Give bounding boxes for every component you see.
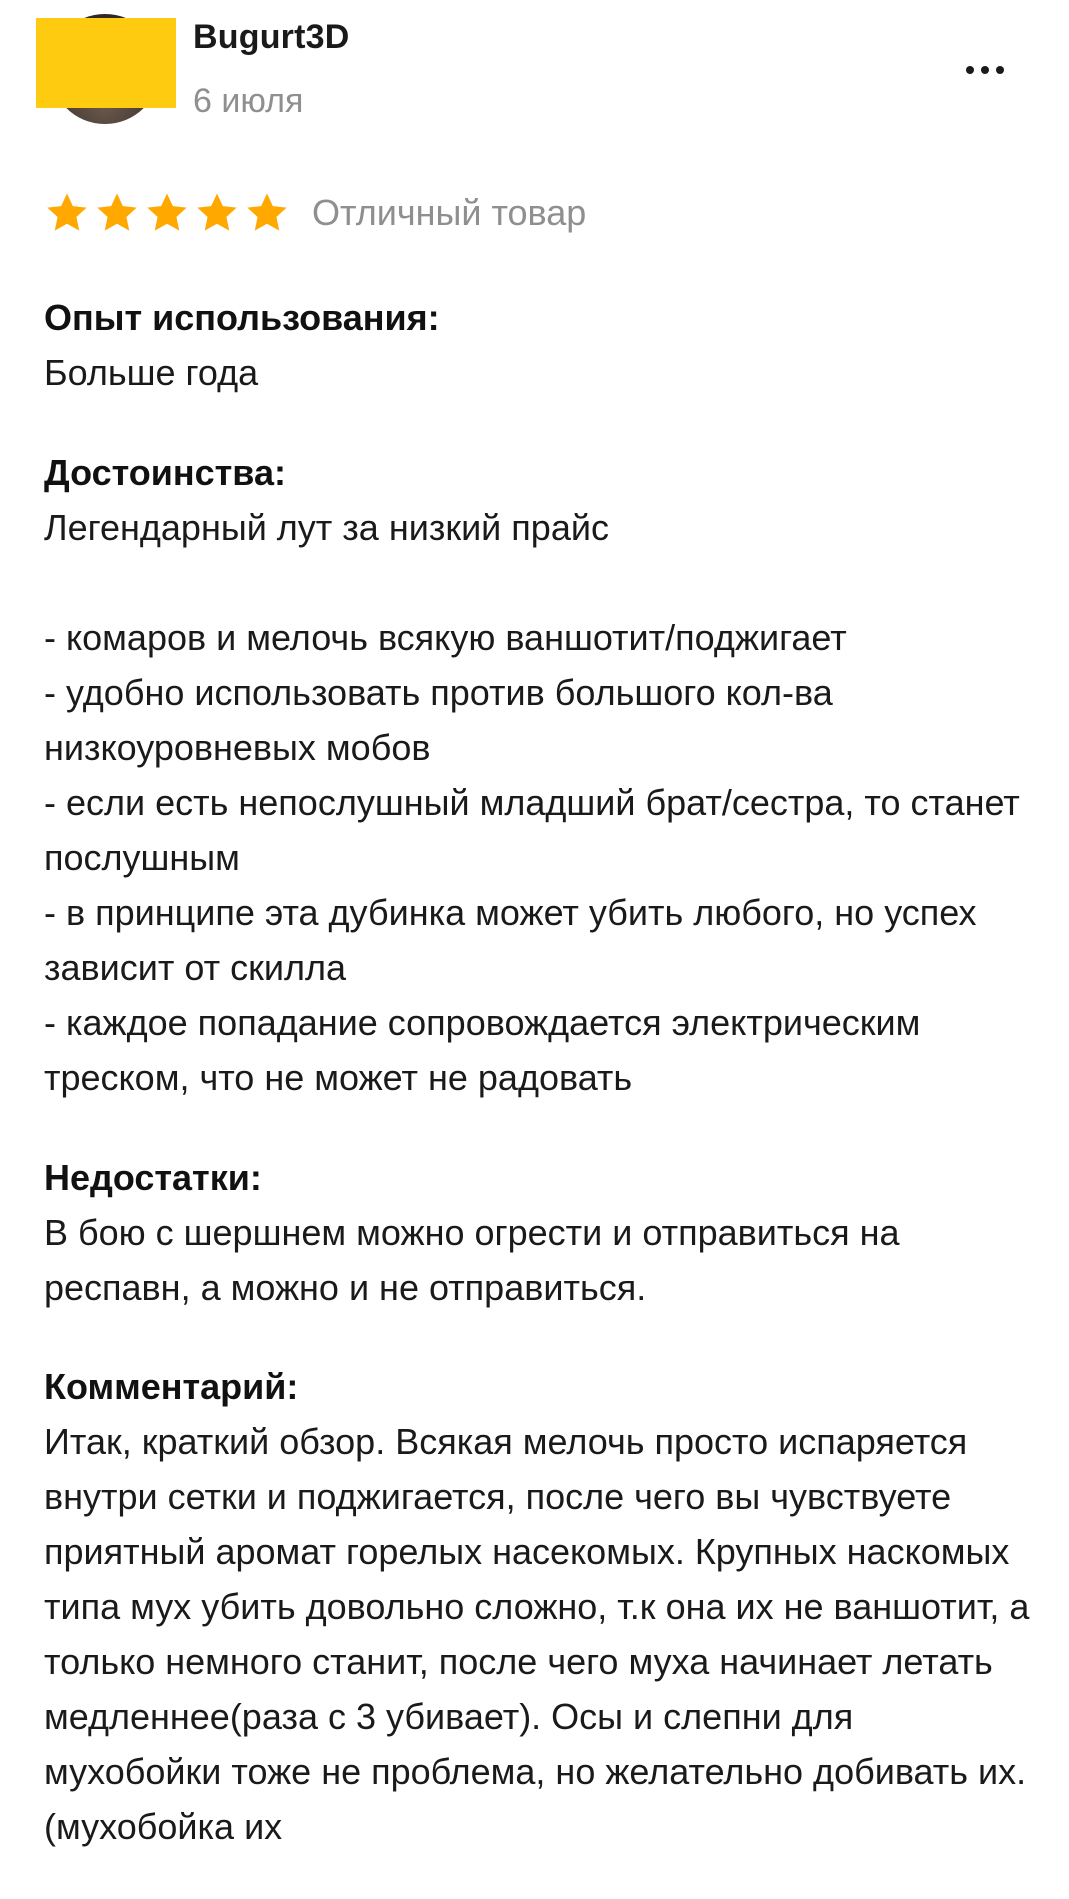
star-icon xyxy=(194,190,240,236)
more-dots-icon xyxy=(996,66,1004,74)
rating-row xyxy=(44,183,586,243)
section-text: В бою с шершнем можно огрести и отправиться на респавн, а можно и не отправиться. xyxy=(44,1212,900,1308)
star-icon xyxy=(44,190,90,236)
section-title: Недостатки: xyxy=(44,1157,262,1198)
more-options-button[interactable] xyxy=(955,48,1015,92)
more-dots-icon xyxy=(966,66,974,74)
review-header xyxy=(0,0,1069,140)
section-text: Легендарный лут за низкий прайс - комаров и мелочь всякую ваншотит/поджигает - удобно использовать против большого кол-ва низкоуровневых мобов - если есть непослушный младший брат/сестра, то станет послушным - в принципе эта дубинка может убить любого, но успех зависит от скилла - каждое попадание сопровождается электрическим треском, что не может не радовать xyxy=(44,507,1020,1098)
section-experience xyxy=(44,290,1034,400)
section-pros xyxy=(44,445,1034,1105)
section-cons xyxy=(44,1150,1034,1315)
avatar-censor-block xyxy=(36,18,176,108)
section-text: Итак, краткий обзор. Всякая мелочь просто испаряется внутри сетки и поджигается, после чего вы чувствуете приятный аромат горелых насекомых. Крупных наскомых типа мух убить довольно сложно, т.к она их не ваншотит, а только немного станит, после чего муха начинает летать медленнее(раза с 3 убивает). Осы и слепни для мухобойки тоже не проблема, но желательно добивать их. (мухобойка их xyxy=(44,1421,1030,1847)
section-comment xyxy=(44,1359,1034,1854)
star-rating xyxy=(44,190,290,236)
author-name[interactable]: Bugurt3D xyxy=(193,18,350,56)
section-text: Больше года xyxy=(44,352,259,393)
star-icon xyxy=(244,190,290,236)
section-title: Опыт использования: xyxy=(44,297,440,338)
review-date: 6 июля xyxy=(193,82,304,120)
section-title: Комментарий: xyxy=(44,1366,299,1407)
rating-label: Отличный товар xyxy=(312,192,587,233)
review-body xyxy=(44,290,1034,1899)
more-dots-icon xyxy=(981,66,989,74)
section-title: Достоинства: xyxy=(44,452,286,493)
star-icon xyxy=(144,190,190,236)
star-icon xyxy=(94,190,140,236)
